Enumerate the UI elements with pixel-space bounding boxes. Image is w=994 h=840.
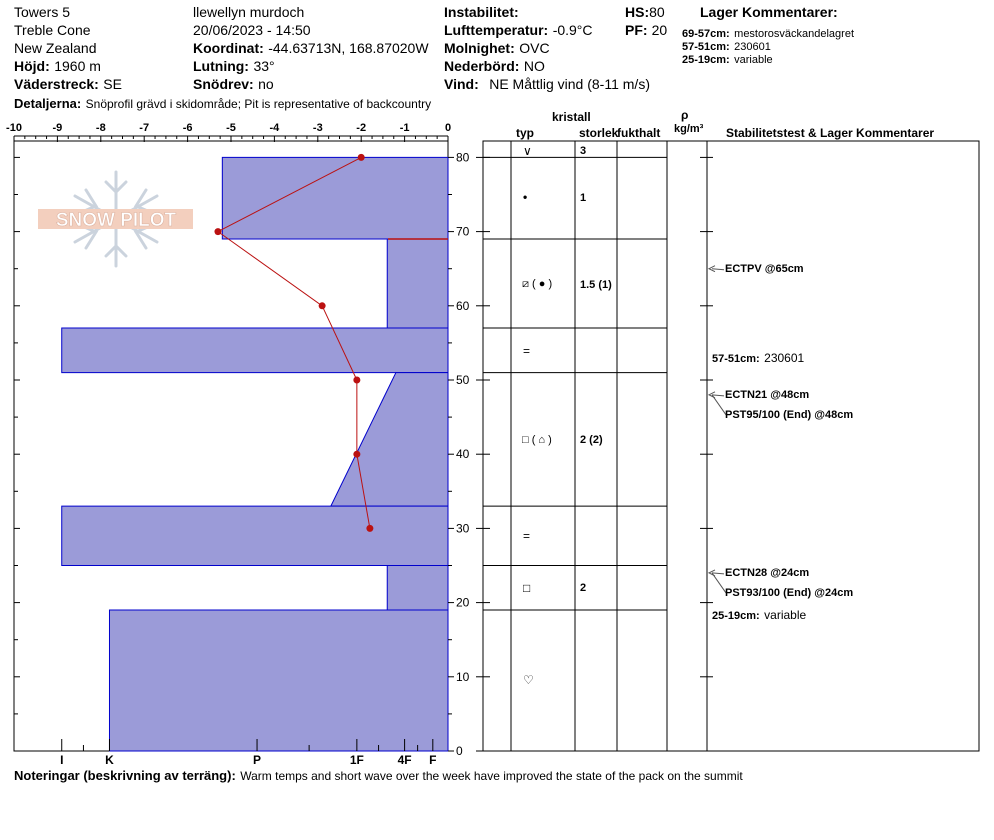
notes-text: Warm temps and short wave over the week have improved the state of the pack on the summit [240, 769, 743, 783]
precip-value: NO [523, 58, 545, 74]
hs-value: 80 [649, 4, 665, 20]
temperature-tick-label: -2 [356, 122, 367, 134]
layer-comment-range: 69-57cm: [682, 28, 730, 40]
stability-test: PST93/100 (End) @24cm [725, 587, 854, 599]
hardness-tick-label: P [253, 753, 262, 767]
snowpilot-logo [38, 172, 193, 266]
wind-value: NE Måttlig vind (8-11 m/s) [489, 76, 650, 92]
grain-size: 1.5 (1) [580, 279, 612, 291]
temperature-tick-label: 0 [444, 122, 452, 134]
layer-comment-text: mestorosväckandelagret [734, 28, 854, 40]
height-tick-label: 80 [456, 150, 470, 165]
header-tests: Stabilitetstest & Lager Kommentarer [726, 126, 935, 140]
notes-row [14, 767, 743, 785]
stability-test: ECTN28 @24cm [725, 567, 810, 579]
temperature-point [358, 154, 365, 161]
wind-label: Vind: [444, 76, 479, 92]
temperature-axis [6, 122, 451, 142]
grain-symbol: = [523, 529, 531, 543]
grain-size: 2 [580, 582, 587, 594]
header-typ: typ [516, 126, 534, 140]
sky-label: Molnighet: [444, 40, 515, 56]
coord-value: -44.63713N, 168.87020W [268, 40, 429, 56]
drift-label: Snödrev: [193, 76, 254, 92]
instability-label: Instabilitet: [444, 4, 519, 20]
header-density-unit: kg/m³ [674, 123, 704, 135]
layer-note [712, 606, 806, 624]
hardness-layer [222, 157, 448, 239]
layer-comment-text: 230601 [734, 41, 771, 53]
details-text: Snöprofil grävd i skidområde; Pit is representative of backcountry [85, 97, 432, 111]
temperature-tick-label: -4 [269, 122, 280, 134]
test-arrow [712, 269, 724, 270]
test-arrow [712, 573, 726, 593]
aspect-value: SE [103, 76, 122, 92]
density-ticks [476, 157, 713, 751]
layer-note-range: 57-51cm: [712, 353, 760, 365]
hardness-layer [387, 566, 448, 611]
hardness-tick-label: F [429, 753, 437, 767]
stability-test: ECTN21 @48cm [725, 389, 810, 401]
stability-test: ECTPV @65cm [725, 263, 804, 275]
temperature-tick-label: -8 [95, 122, 106, 134]
temperature-tick-label: -5 [226, 122, 236, 134]
layer-note-range: 25-19cm: [712, 610, 760, 622]
grain-symbol: ⧄ ( ● ) [522, 278, 553, 290]
datetime: 20/06/2023 - 14:50 [193, 22, 311, 38]
layer-comment-range: 57-51cm: [682, 41, 730, 53]
table-frame [483, 141, 979, 751]
coord-label: Koordinat: [193, 40, 264, 56]
drift-value: no [258, 76, 274, 92]
temperature-point [353, 451, 360, 458]
layer-comments-title: Lager Kommentarer: [700, 4, 838, 20]
temperature-tick-label: -7 [139, 122, 150, 134]
hardness-layer [387, 239, 448, 328]
temperature-point [353, 377, 360, 384]
precip-label: Nederbörd: [444, 58, 520, 74]
hardness-layers [62, 157, 448, 751]
grain-symbol: □ ( ⌂ ) [522, 434, 552, 446]
layer-comment-range: 25-19cm: [682, 54, 730, 66]
header-fukthalt: fukthalt [617, 126, 661, 140]
test-arrow [712, 395, 724, 396]
layer-note [712, 349, 804, 367]
layer-note-text: variable [764, 608, 807, 622]
temperature-tick-label: -10 [6, 122, 22, 134]
hs-label: HS: [625, 4, 650, 20]
observer: llewellyn murdoch [193, 4, 305, 20]
sky-value: OVC [519, 40, 550, 56]
details-label: Detaljerna: [14, 96, 82, 111]
stability-test: PST95/100 (End) @48cm [725, 409, 854, 421]
grain-size: 3 [580, 145, 587, 157]
region: New Zealand [14, 40, 97, 56]
height-tick-label: 20 [456, 595, 470, 610]
grain-symbol: = [523, 344, 531, 358]
aspect-label: Väderstreck: [14, 76, 99, 92]
test-arrow [712, 395, 726, 415]
location: Towers 5 [14, 4, 71, 20]
elevation-value: 1960 m [54, 58, 101, 74]
notes-label: Noteringar (beskrivning av terräng): [14, 768, 236, 783]
logo-text: SNOW PILOT [55, 210, 177, 231]
layer-note-text: 230601 [764, 351, 805, 365]
temperature-tick-label: -9 [52, 122, 63, 134]
header-kristall: kristall [552, 110, 591, 124]
temperature-point [214, 228, 221, 235]
hardness-layer [109, 610, 448, 751]
height-tick-label: 50 [456, 373, 470, 387]
hardness-tick-label: I [60, 753, 64, 767]
grain-size: 1 [580, 192, 587, 204]
height-tick-label: 10 [456, 669, 470, 684]
temperature-tick-label: -3 [312, 122, 323, 134]
temperature-point [319, 302, 326, 309]
height-tick-label: 40 [456, 447, 470, 462]
grain-size: 2 (2) [580, 434, 603, 446]
slope-label: Lutning: [193, 58, 249, 74]
grain-symbol: ∨ [523, 144, 532, 158]
temperature-tick-label: -6 [182, 122, 193, 134]
grain-symbol: • [523, 190, 528, 204]
header-storlek: storlek [579, 126, 619, 140]
height-tick-label: 30 [456, 521, 470, 536]
airtemp-label: Lufttemperatur: [444, 22, 549, 38]
layer-table [476, 141, 979, 751]
elevation-label: Höjd: [14, 58, 50, 74]
temperature-tick-label: -1 [399, 122, 410, 134]
area: Treble Cone [14, 22, 91, 38]
hardness-tick-label: 1F [349, 753, 364, 767]
test-arrow [712, 573, 724, 574]
height-tick-label: 0 [456, 744, 463, 758]
grain-symbol: ♡ [523, 673, 534, 687]
slope-value: 33° [253, 58, 275, 74]
temperature-point [366, 525, 373, 532]
height-tick-label: 70 [456, 224, 470, 239]
airtemp-value: -0.9°C [552, 22, 593, 38]
pf-value: 20 [651, 22, 668, 38]
hardness-layer [331, 373, 448, 507]
layer-comment-text: variable [734, 54, 773, 66]
hardness-tick-label: K [105, 753, 114, 767]
hardness-layer [62, 506, 448, 565]
hardness-layer [62, 328, 448, 373]
height-tick-label: 60 [456, 298, 470, 313]
hardness-tick-label: 4F [397, 753, 412, 767]
grain-symbol: □ [523, 581, 531, 595]
pf-label: PF: [625, 22, 648, 38]
test-arrows [709, 266, 726, 593]
header-rho: ρ [681, 108, 689, 122]
